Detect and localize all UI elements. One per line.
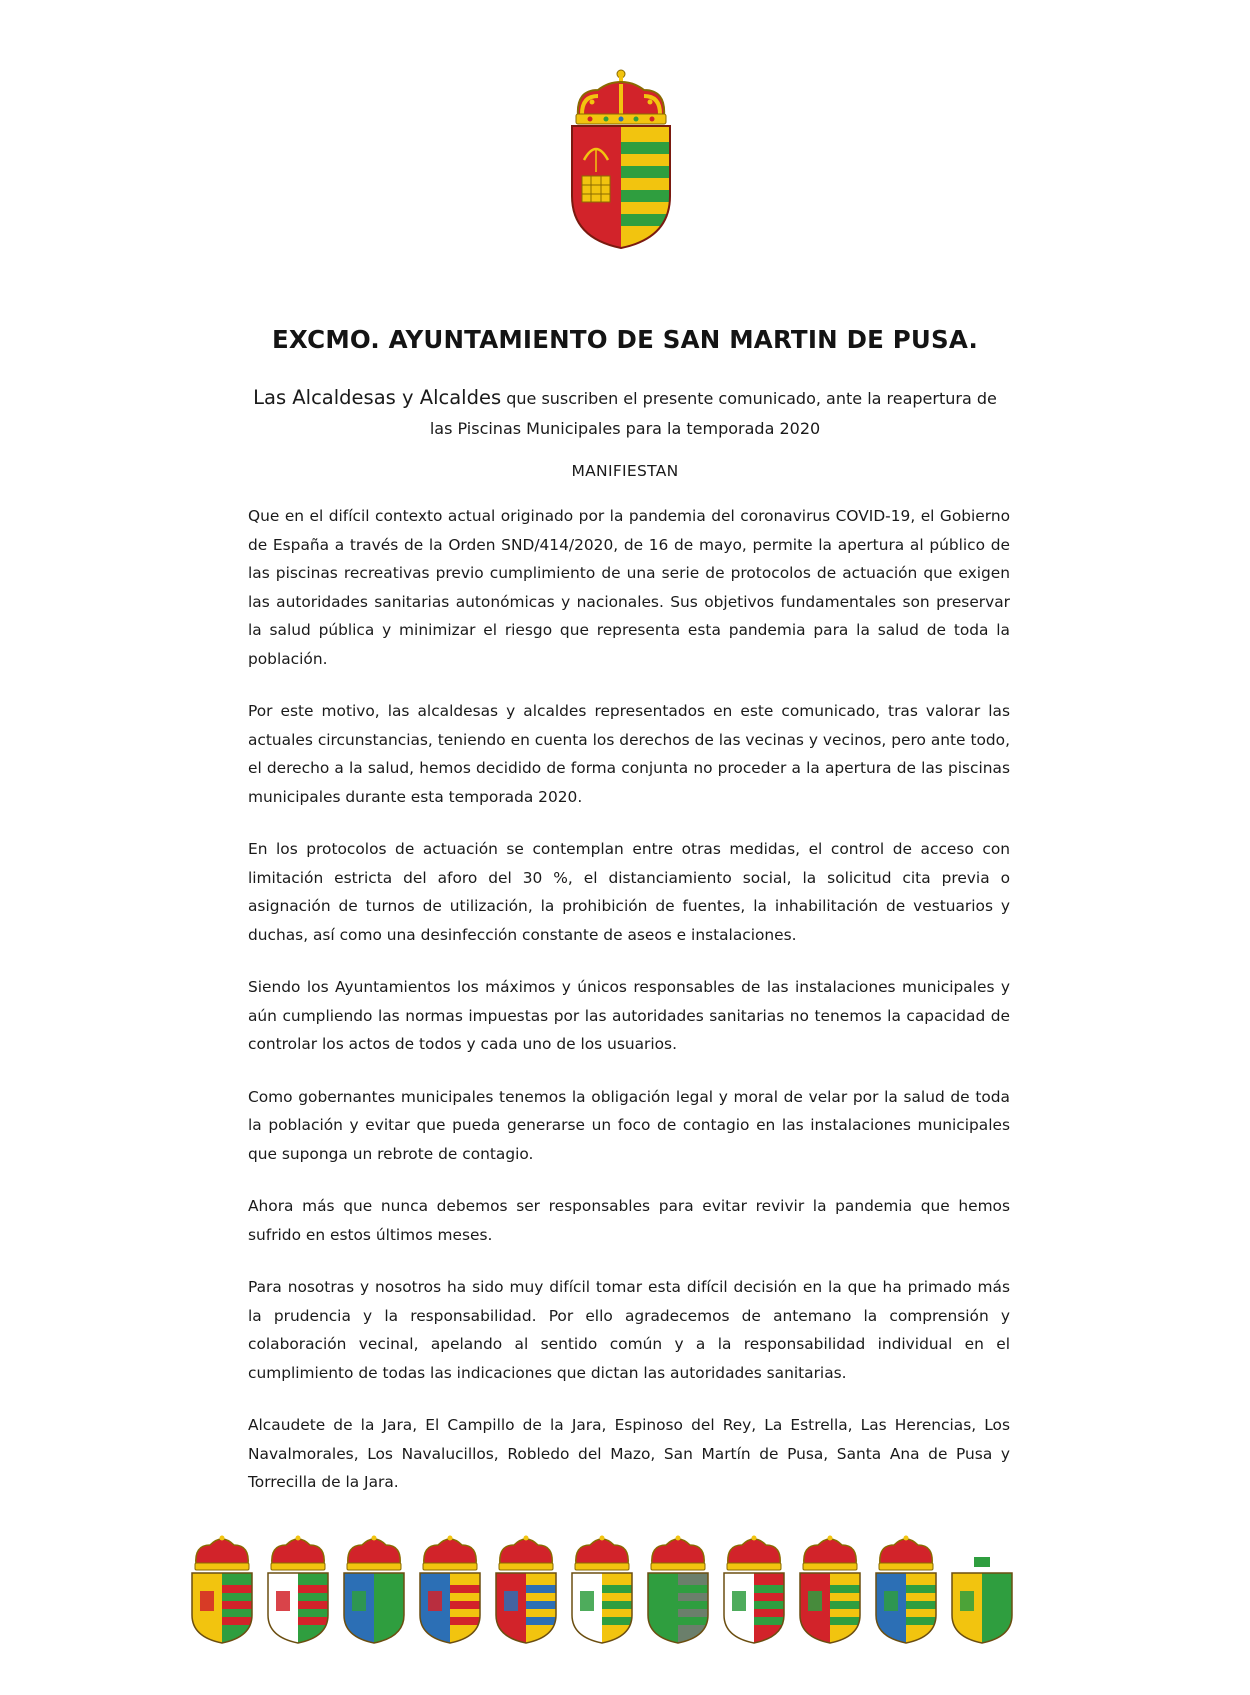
manifiestan-heading: MANIFIESTAN: [571, 462, 679, 480]
navalucillos-crest-icon: [644, 1535, 712, 1645]
paragraph: Siendo los Ayuntamientos los máximos y únicos responsables de las instalaciones municipales y aún cumpliendo las normas impuestas por las autoridades sanitarias no tenemos la capacidad de controlar los actos de todos y cada uno de los usuarios.: [248, 978, 1010, 1053]
intro-text: [240, 383, 1010, 444]
alcaudete-crest-icon: [188, 1535, 256, 1645]
campillo-crest-icon: [264, 1535, 332, 1645]
navalmorales-crest-icon: [568, 1535, 636, 1645]
paragraph: Por este motivo, las alcaldesas y alcaldes representados en este comunicado, tras valorar las actuales circunstancias, teniendo en cuenta los derechos de las vecinas y vecinos, pero ante todo, el derecho a la salud, hemos decidido de forma conjunta no proceder a la apertura de las piscinas municipales durante esta temporada 2020.: [248, 702, 1010, 806]
body-text: [248, 502, 1010, 1521]
robledo-crest-icon: [720, 1535, 788, 1645]
santa-ana-crest-icon: [872, 1535, 940, 1645]
paragraph: Para nosotras y nosotros ha sido muy difícil tomar esta difícil decisión en la que ha primado más la prudencia y la responsabilidad. Por ello agradecemos de antemano la comprensión y colaboración vecinal, apelando al sentido común y a la responsabilidad individual en el cumplimiento de todas las indicaciones que dictan las autoridades sanitarias.: [248, 1278, 1010, 1382]
san-martin-crest-icon: [796, 1535, 864, 1645]
espinoso-crest-icon: [340, 1535, 408, 1645]
paragraph: Como gobernantes municipales tenemos la obligación legal y moral de velar por la salud de toda la población y evitar que pueda generarse un foco de contagio en las instalaciones municipales que suponga un rebrote de contagio.: [248, 1087, 1010, 1163]
estrella-crest-icon: [416, 1535, 484, 1645]
torrecilla-crest-icon: [948, 1535, 1016, 1645]
municipal-crests-row: [188, 1535, 1088, 1645]
paragraph: Ahora más que nunca debemos ser responsables para evitar revivir la pandemia que hemos sufrido en estos últimos meses.: [248, 1197, 1010, 1244]
page-title: EXCMO. AYUNTAMIENTO DE SAN MARTIN DE PUSA.: [271, 325, 978, 354]
intro-rest: que suscriben el presente comunicado, ante la reapertura de las Piscinas Municipales para la temporada 2020: [429, 389, 997, 438]
paragraph: Que en el difícil contexto actual originado por la pandemia del coronavirus COVID-19, el Gobierno de España a través de la Orden SND/414/2020, de 16 de mayo, permite la apertura al público de las piscinas recreativas previo cumplimiento de una serie de protocolos de actuación que exigen las autoridades sanitarias autonómicas y nacionales. Sus objetivos fundamentales son preservar la salud pública y minimizar el riesgo que representa esta pandemia para la salud de toda la población.: [248, 507, 1010, 668]
coat-of-arms-icon: [568, 68, 674, 250]
intro-lead: Las Alcaldesas y Alcaldes: [253, 386, 502, 409]
signatories-paragraph: Alcaudete de la Jara, El Campillo de la Jara, Espinoso del Rey, La Estrella, Las Herencias, Los Navalmorales, Los Navalucillos, Robledo del Mazo, San Martín de Pusa, Santa Ana de Pusa y Torrecilla de la Jara.: [248, 1416, 1010, 1491]
herencias-crest-icon: [492, 1535, 560, 1645]
paragraph: En los protocolos de actuación se contemplan entre otras medidas, el control de acceso con limitación estricta del aforo del 30 %, el distanciamiento social, la solicitud cita previa o asignación de turnos de utilización, la prohibición de fuentes, la inhabilitación de vestuarios y duchas, así como una desinfección constante de aseos e instalaciones.: [248, 840, 1010, 944]
